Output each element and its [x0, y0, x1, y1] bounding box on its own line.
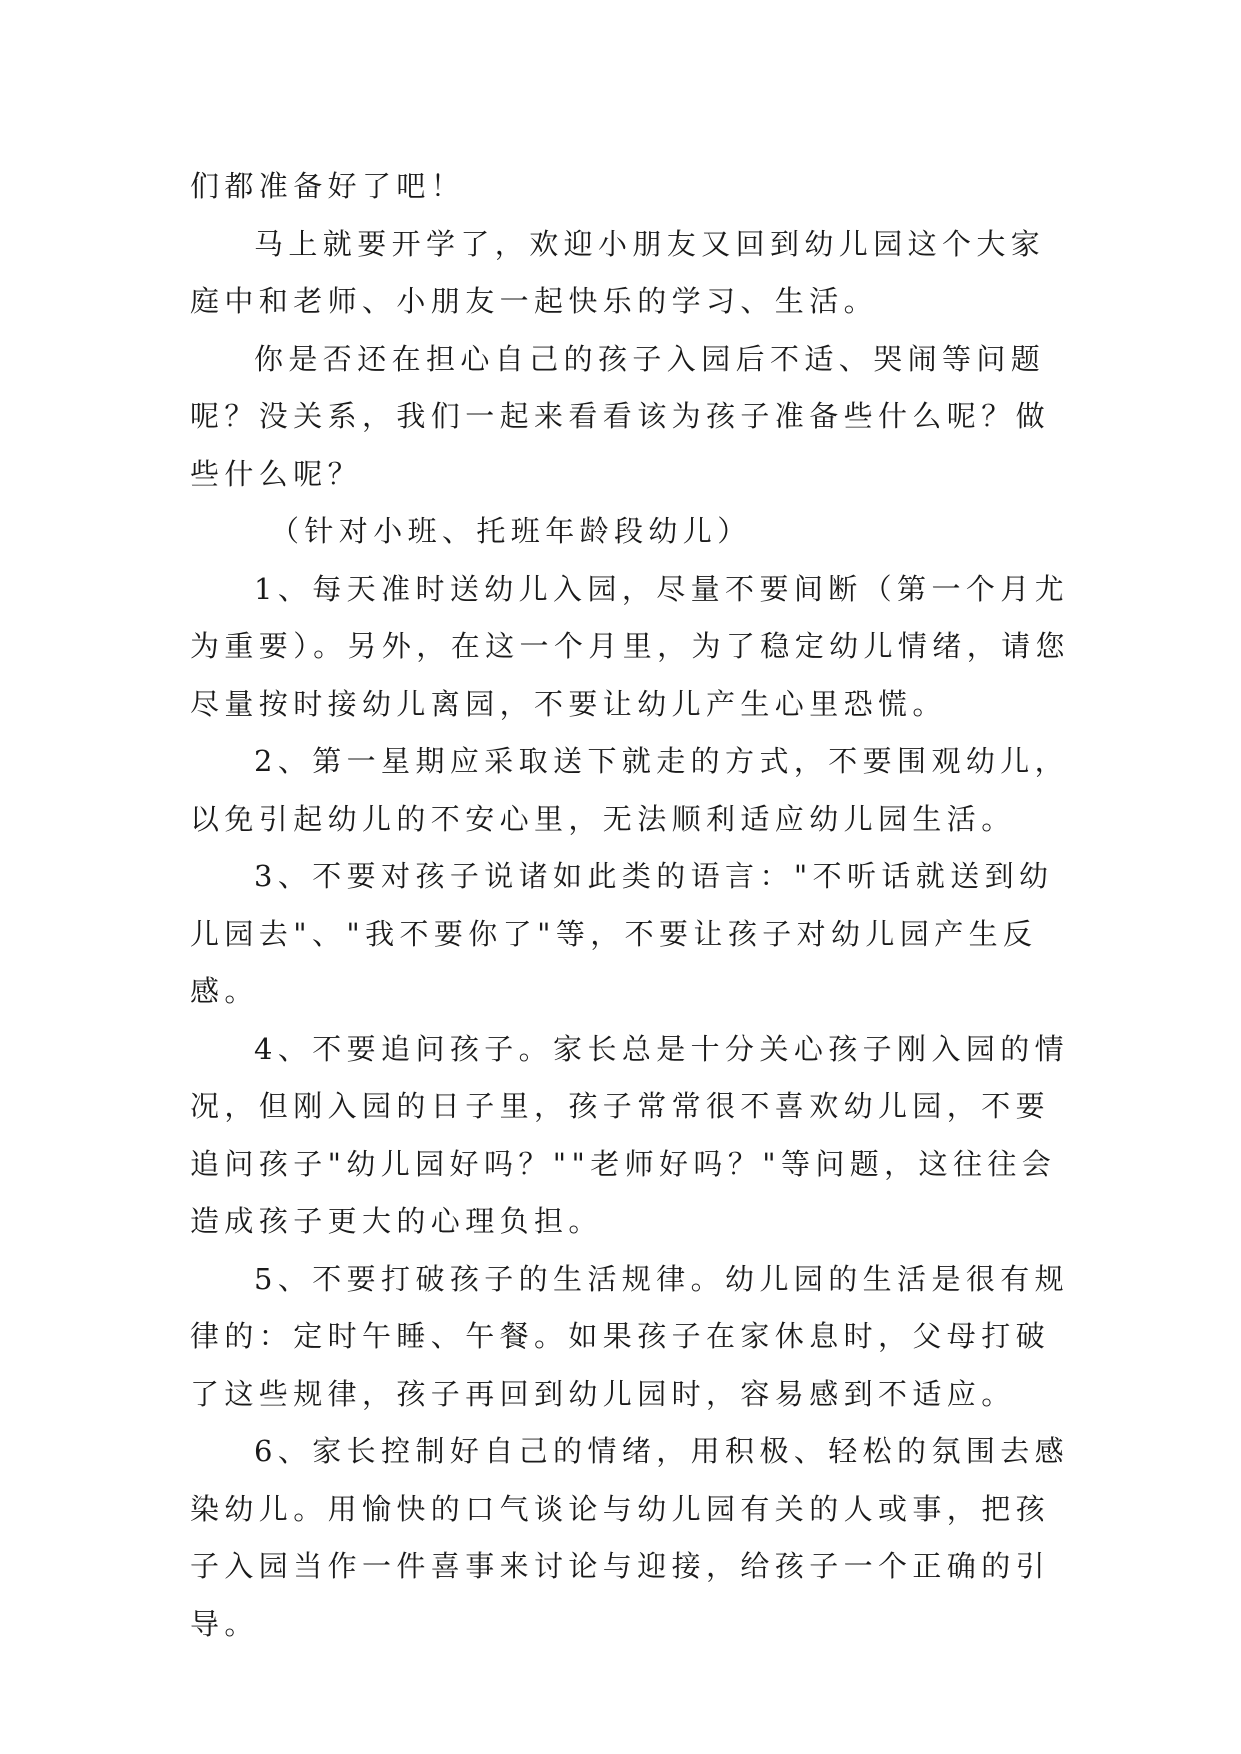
- paragraph-item-5: 5、不要打破孩子的生活规律。幼儿园的生活是很有规律的：定时午睡、午餐。如果孩子在家休息时，父母打破了这些规律，孩子再回到幼儿园时，容易感到不适应。: [190, 1261, 1070, 1411]
- paragraph-item-2: 2、第一星期应采取送下就走的方式，不要围观幼儿，以免引起幼儿的不安心里，无法顺利适应幼儿园生活。: [190, 744, 1070, 836]
- paragraph-target-group: （针对小班、托班年龄段幼儿）: [270, 514, 752, 548]
- paragraph-item-1: 1、每天准时送幼儿入园，尽量不要间断（第一个月尤为重要）。另外，在这一个月里，为了稳定幼儿情绪，请您尽量按时接幼儿离园，不要让幼儿产生心里恐慌。: [190, 571, 1070, 721]
- document-body: [190, 158, 1070, 1653]
- paragraph-item-4: 4、不要追问孩子。家长总是十分关心孩子刚入园的情况，但刚入园的日子里，孩子常常很不喜欢幼儿园，不要追问孩子"幼儿园好吗？""老师好吗？"等问题，这往往会造成孩子更大的心理负担。: [190, 1031, 1070, 1238]
- paragraph-question: 你是否还在担心自己的孩子入园后不适、哭闹等问题呢？没关系，我们一起来看看该为孩子准备些什么呢？做些什么呢？: [190, 341, 1051, 491]
- paragraph-continuation: 们都准备好了吧！: [190, 169, 466, 203]
- paragraph-item-6: 6、家长控制好自己的情绪，用积极、轻松的氛围去感染幼儿。用愉快的口气谈论与幼儿园有关的人或事，把孩子入园当作一件喜事来讨论与迎接，给孩子一个正确的引导。: [190, 1434, 1070, 1641]
- paragraph-item-3: 3、不要对孩子说诸如此类的语言："不听话就送到幼儿园去"、"我不要你了"等，不要让孩子对幼儿园产生反感。: [190, 859, 1054, 1008]
- paragraph-welcome: 马上就要开学了，欢迎小朋友又回到幼儿园这个大家庭中和老师、小朋友一起快乐的学习、生活。: [190, 226, 1046, 318]
